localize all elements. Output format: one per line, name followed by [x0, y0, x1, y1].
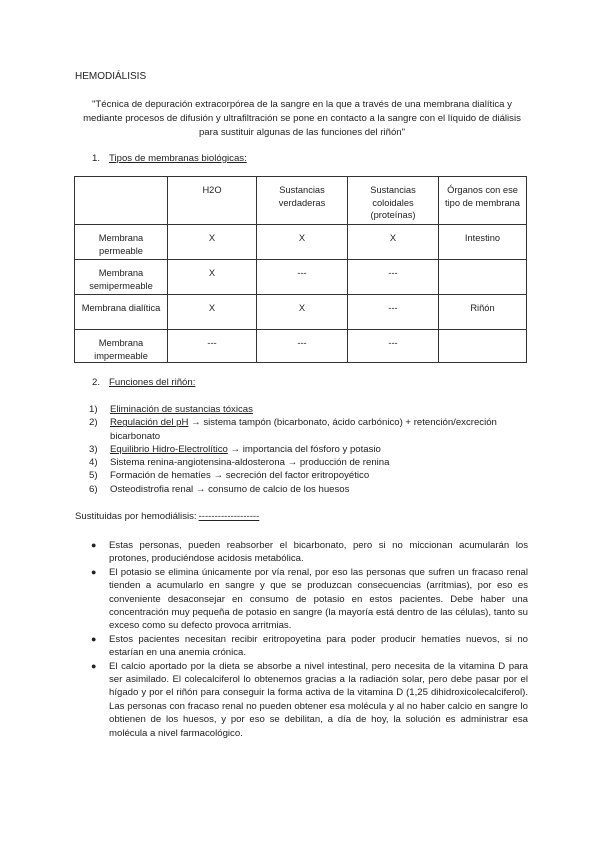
table-cell: ---	[348, 260, 439, 295]
list-item	[89, 403, 529, 416]
table-cell: Membrana semipermeable	[75, 260, 168, 295]
list-item	[89, 469, 529, 482]
item-number: 6)	[89, 483, 98, 495]
table-cell: Membrana permeable	[75, 225, 168, 260]
item-number: 4)	[89, 457, 98, 469]
table-header-cell: Órganos con ese tipo de membrana	[439, 177, 527, 225]
item-underlined-text: Eliminación de sustancias tóxicas	[110, 404, 253, 415]
note-text: El calcio aportado por la dieta se absorbe a nivel intestinal, pero necesita de la vitamina D para ser asimilado. El colecalciferol lo obtenemos gracias a la radiación solar, pero debe pasar por el hígado y por el riñón para conseguir la forma activa de la vitamina D (1,25 dihidroxicolecalciferol). Las personas con fracaso renal no pueden obtener esa molécula y al no haber calcio en sangre lo obtienen de los huesos, y por eso se debilitan, a día de hoy, la solución es administrar esa molécula a nivel farmacológico.	[109, 660, 528, 739]
list-item	[89, 416, 529, 443]
bullet-icon: ●	[91, 660, 97, 671]
replaced-by-hemodialysis	[75, 511, 259, 522]
table-row	[75, 225, 527, 260]
table-header-cell	[75, 177, 168, 225]
table-header-row	[75, 177, 527, 225]
table-cell: Intestino	[439, 225, 527, 260]
item-text: → importancia del fósforo y potasio	[227, 443, 381, 455]
notes-list	[91, 539, 528, 740]
bullet-icon: ●	[91, 566, 97, 577]
table-cell: X	[257, 295, 348, 330]
replaced-dashes: -------------------	[198, 511, 260, 522]
note-text: Estas personas, pueden reabsorber el bicarbonato, pero si no miccionan acumularán los protones, produciéndose acidosis metabólica.	[109, 540, 528, 565]
item-underlined-text: Equilibrio Hidro-Electrolítico	[110, 443, 228, 455]
bullet-icon: ●	[91, 633, 97, 644]
list-item	[91, 566, 528, 633]
list-item	[89, 456, 529, 469]
section-heading-membranes	[92, 153, 247, 164]
section-heading-functions	[92, 377, 195, 388]
table-cell: ---	[257, 330, 348, 363]
list-item	[91, 539, 528, 566]
section-number: 2.	[92, 377, 101, 388]
item-text: Formación de hematíes → secreción del factor eritropoyético	[110, 470, 370, 482]
table-cell: X	[257, 225, 348, 260]
table-cell: ---	[168, 330, 257, 363]
list-item	[89, 483, 529, 496]
table-cell: X	[168, 295, 257, 330]
table-cell: X	[168, 225, 257, 260]
table-cell: X	[168, 260, 257, 295]
table-header-cell: Sustancias verdaderas	[257, 177, 348, 225]
list-item	[89, 443, 529, 456]
item-number: 5)	[89, 470, 98, 482]
section-title: Funciones del riñón:	[109, 377, 196, 388]
list-item	[91, 660, 528, 740]
kidney-functions-list	[89, 403, 529, 496]
section-title: Tipos de membranas biológicas:	[109, 153, 247, 164]
table-cell	[439, 260, 527, 295]
table-cell: Membrana impermeable	[75, 330, 168, 363]
document-title: HEMODIÁLISIS	[75, 71, 147, 82]
definition-quote: "Técnica de depuración extracorpórea de la sangre en la que a través de una membrana dialítica y mediante procesos de difusión y ultrafiltración se pone en contacto a la sangre con el líquido de diálisis para sustituir algunas de las funciones del riñón"	[83, 99, 521, 138]
membrane-table	[74, 176, 527, 363]
table-row	[75, 295, 527, 330]
item-text: Sistema renina-angiotensina-aldosterona → producción de renina	[110, 457, 390, 469]
table-cell	[439, 330, 527, 363]
item-underlined-text: Regulación del pH	[110, 417, 189, 429]
replaced-label: Sustituidas por hemodiálisis:	[75, 511, 197, 522]
section-number: 1.	[92, 153, 101, 164]
list-item	[91, 633, 528, 660]
item-number: 1)	[89, 404, 98, 415]
table-row	[75, 330, 527, 363]
item-number: 2)	[89, 417, 98, 429]
table-cell: ---	[257, 260, 348, 295]
item-text: Osteodistrofia renal → consumo de calcio de los huesos	[110, 483, 350, 495]
table-cell: X	[348, 225, 439, 260]
table-row	[75, 260, 527, 295]
bullet-icon: ●	[91, 540, 97, 550]
table-cell: ---	[348, 295, 439, 330]
item-text: → sistema tampón (bicarbonato, ácido carbónico) + retención/excreción bicarbonato	[110, 417, 497, 442]
item-number: 3)	[89, 443, 98, 455]
note-text: Estos pacientes necesitan recibir eritropoyetina para poder producir hematíes nuevos, si no estarían en una anemia crónica.	[109, 633, 528, 659]
table-header-cell: Sustancias coloidales (proteínas)	[348, 177, 439, 225]
table-cell: ---	[348, 330, 439, 363]
table-cell: Riñón	[439, 295, 527, 330]
table-header-cell: H2O	[168, 177, 257, 225]
table-cell: Membrana dialítica	[75, 295, 168, 330]
note-text: El potasio se elimina únicamente por vía renal, por eso las personas que sufren un fracaso renal tienden a acumularlo en sangre y que se produzcan consecuencias (arritmias), por eso es conveniente desaconsejar en consumo de potasio en estos pacientes. Debe haber una concentración muy pequeña de potasio en sangre (la mayoría está dentro de las células), tanto su exceso como su defecto provoca arritmias.	[109, 566, 528, 632]
